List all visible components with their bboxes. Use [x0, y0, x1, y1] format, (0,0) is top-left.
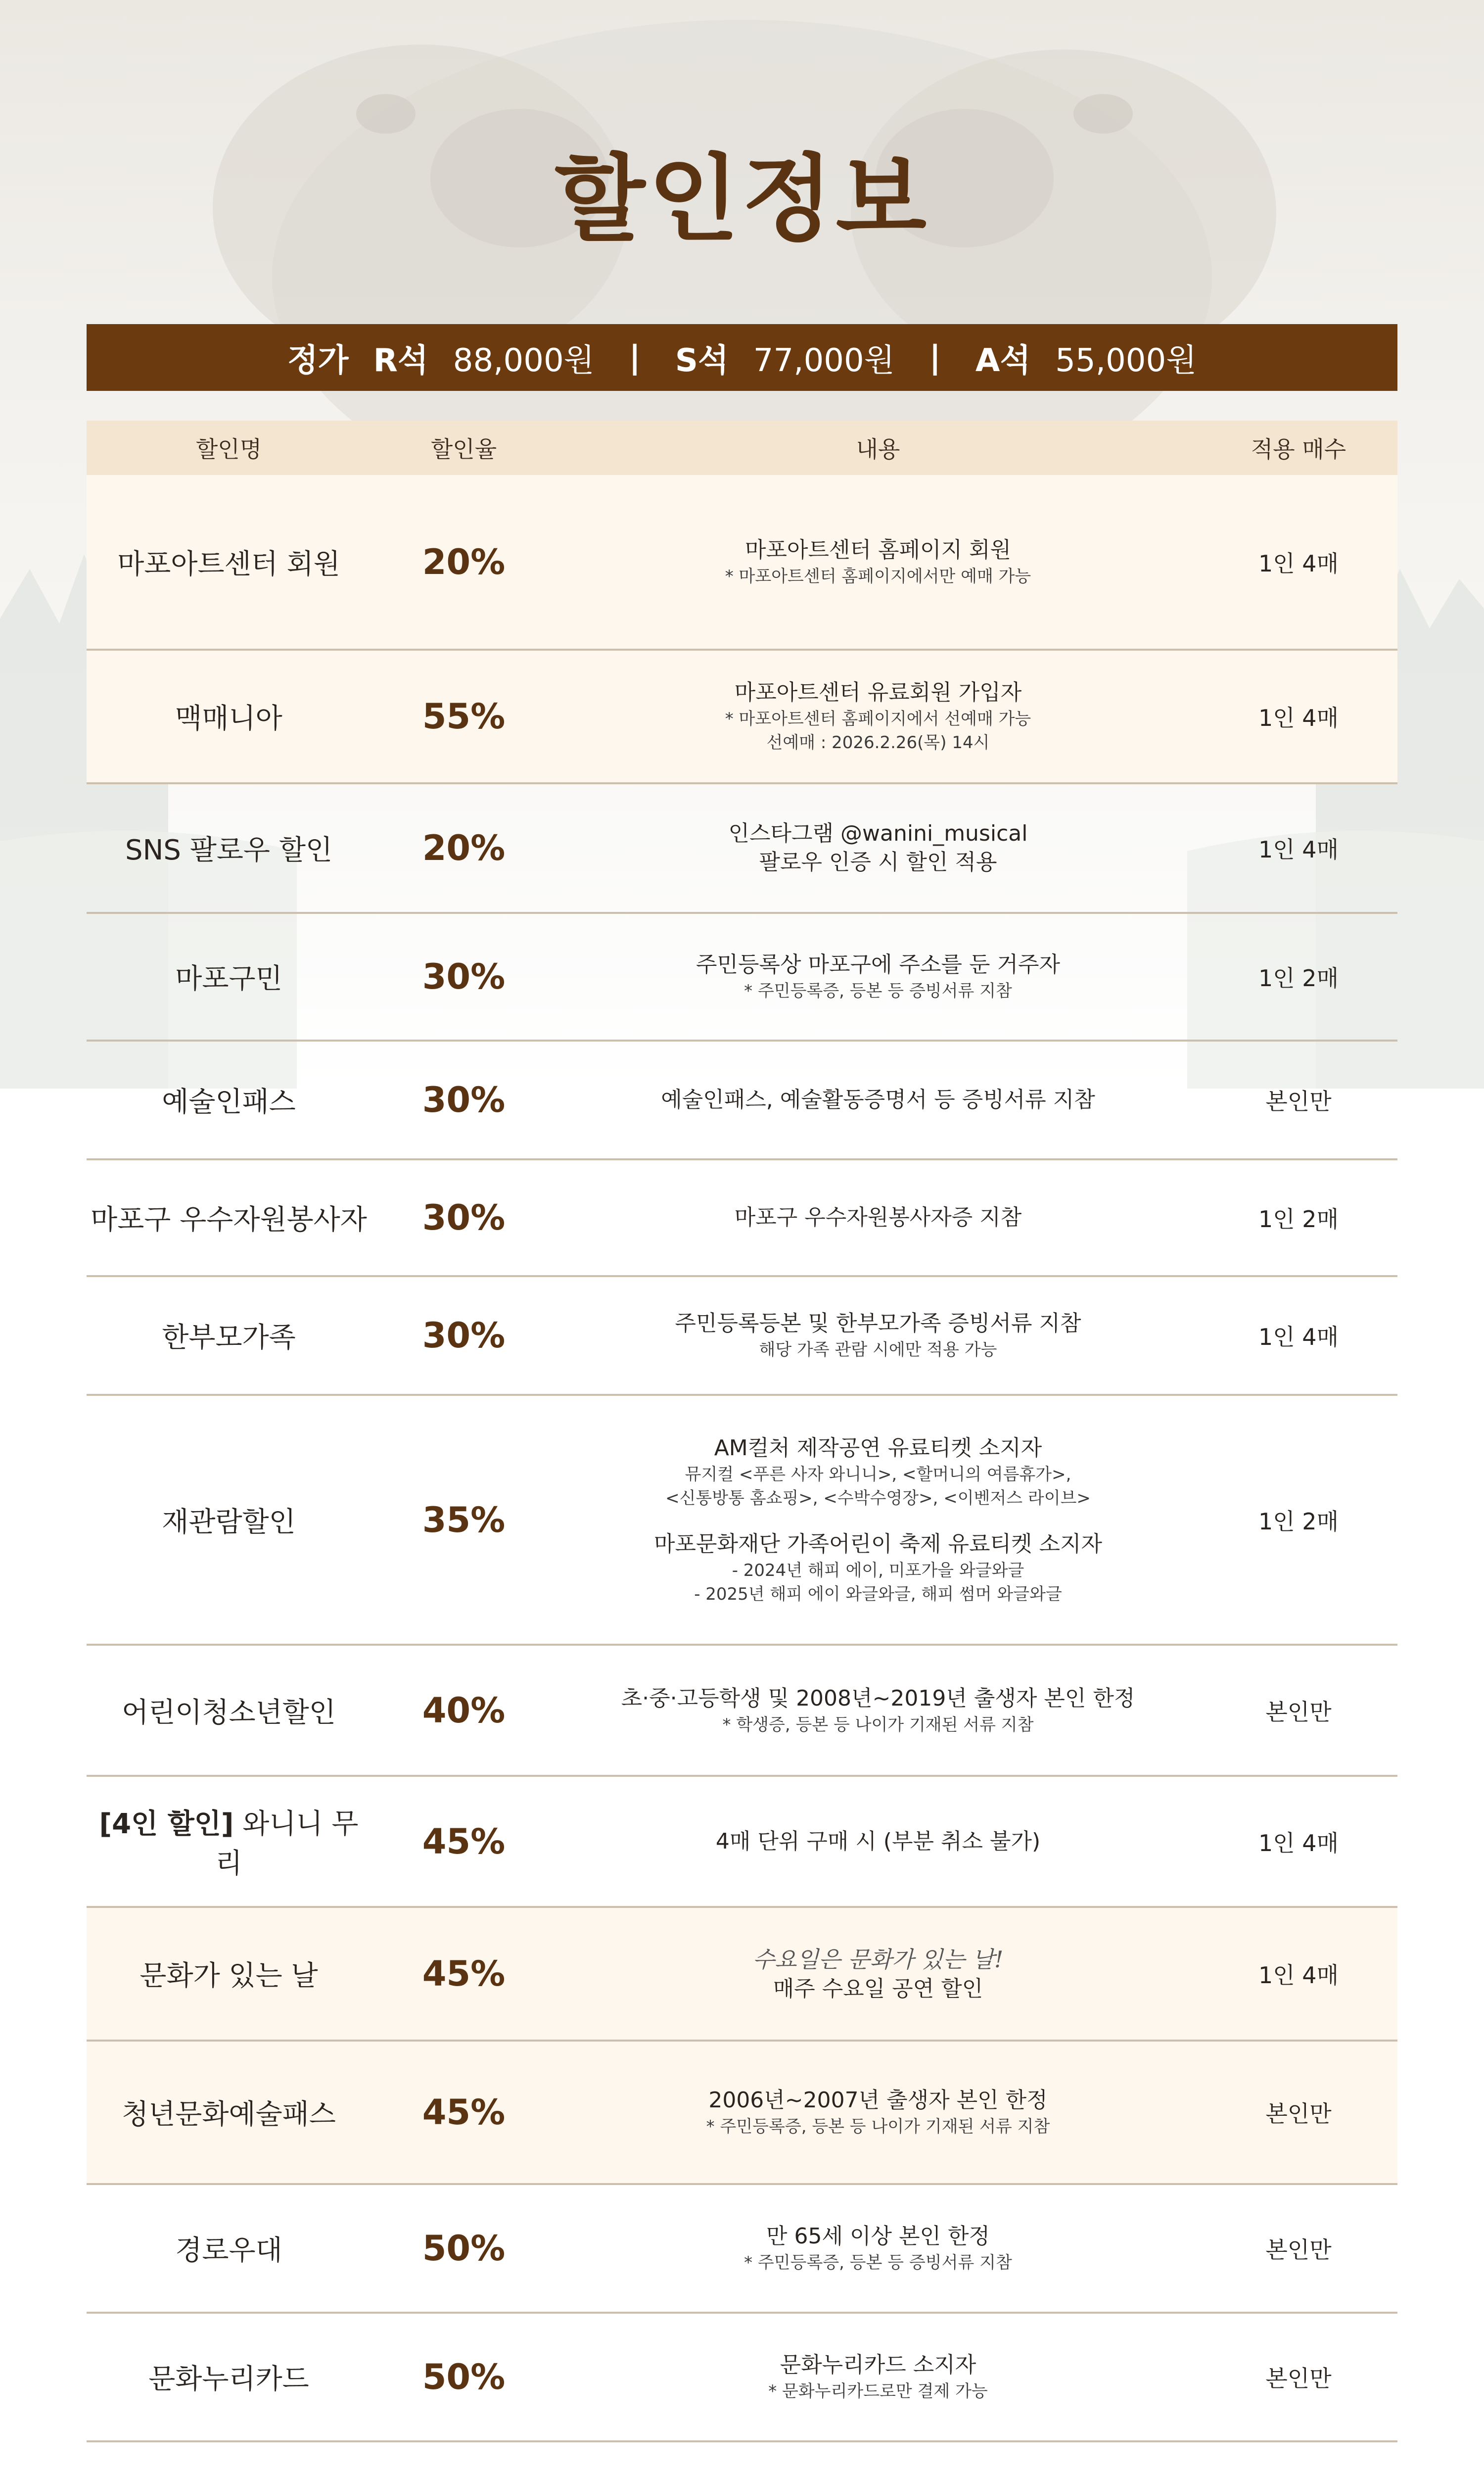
quantity: 1인 4매: [1258, 705, 1339, 731]
content-note: * 문화누리카드로만 결제 가능: [768, 2381, 988, 2401]
discount-name-rest: 와니니 무리: [215, 1808, 359, 1880]
s-seat-label: S석: [675, 342, 729, 379]
content-note: - 2024년 해피 에이, 미포가을 와글와글: [732, 1560, 1024, 1580]
content-line: 매주 수요일 공연 할인: [773, 1976, 983, 2001]
content-line: 4매 단위 구매 시 (부분 취소 불가): [715, 1828, 1041, 1854]
page-title: 할인정보: [554, 144, 930, 254]
discount-content: [556, 1944, 1200, 2003]
quantity: 1인 4매: [1258, 550, 1339, 577]
discount-name: 마포아트센터 회원: [117, 548, 340, 580]
discount-name: 문화누리카드: [148, 2363, 309, 2395]
discount-content: [556, 1086, 1200, 1114]
table-row: [87, 2185, 1397, 2314]
content-note: * 주민등록증, 등본 등 증빙서류 지참: [744, 981, 1012, 1001]
content-note: * 마포아트센터 홈페이지에서만 예매 가능: [725, 566, 1031, 586]
table-row: [87, 1042, 1397, 1160]
discount-rate: 40%: [422, 1690, 506, 1731]
content-note: * 주민등록증, 등본 등 나이가 기재된 서류 지참: [706, 2117, 1050, 2137]
quantity: 본인만: [1265, 1698, 1332, 1725]
content-line: 주민등록등본 및 한부모가족 증빙서류 지참: [675, 1311, 1081, 1336]
discount-name: 어린이청소년할인: [122, 1696, 336, 1729]
content-line: 만 65세 이상 본인 한정: [766, 2224, 990, 2249]
discount-rate: 45%: [422, 2092, 506, 2133]
discount-content: [556, 2222, 1200, 2275]
quantity: 1인 4매: [1258, 1962, 1339, 1989]
discount-content: [556, 1203, 1200, 1232]
discount-name: 마포구 우수자원봉사자: [91, 1204, 367, 1236]
content-line: 주민등록상 마포구에 주소를 둔 거주자: [696, 952, 1060, 977]
discount-name: 한부모가족: [162, 1322, 296, 1354]
a-seat-price: 55,000원: [1055, 342, 1197, 379]
content-note: 뮤지컬 <푸른 사자 와니니>, <할머니의 여름휴가>,: [685, 1464, 1071, 1484]
table-header-row: [87, 421, 1397, 475]
table-row: [87, 475, 1397, 651]
quantity: 1인 2매: [1258, 1508, 1339, 1535]
quantity: 1인 2매: [1258, 1206, 1339, 1233]
discount-rate: 30%: [422, 956, 506, 997]
discount-content: [556, 2351, 1200, 2403]
discount-content: [556, 819, 1200, 877]
discount-name: 마포구민: [175, 963, 282, 995]
quantity: 1인 4매: [1258, 836, 1339, 863]
content-line: 예술인패스, 예술활동증명서 등 증빙서류 지참: [661, 1087, 1095, 1112]
discount-rate: 30%: [422, 1197, 506, 1238]
discount-rate: 35%: [422, 1499, 506, 1540]
discount-table: [87, 421, 1397, 2474]
quantity: 1인 4매: [1258, 1829, 1339, 1856]
regular-price-bar: [87, 324, 1397, 391]
quantity: 1인 2매: [1258, 965, 1339, 992]
discount-content: [556, 536, 1200, 588]
discount-content: [556, 2086, 1200, 2139]
discount-content: [556, 951, 1200, 1003]
table-row: [87, 651, 1397, 784]
discount-name: 문화가 있는 날: [139, 1960, 318, 1992]
content-line: 인스타그램 @wanini_musical: [728, 821, 1028, 846]
content-line: 초·중·고등학생 및 2008년~2019년 출생자 본인 한정: [621, 1685, 1135, 1711]
content-note: 해당 가족 관람 시에만 적용 가능: [759, 1340, 997, 1360]
discount-rate: 20%: [422, 828, 506, 868]
quantity: 본인만: [1265, 2236, 1332, 2263]
content-line: 팔로우 인증 시 할인 적용: [759, 850, 997, 875]
discount-content: [556, 1309, 1200, 1362]
content-line: 2006년~2007년 출생자 본인 한정: [708, 2088, 1048, 2113]
discount-name: 청년문화예술패스: [122, 2098, 336, 2131]
header-content: 내용: [856, 436, 900, 463]
table-row: [87, 1160, 1397, 1277]
discount-rate: 45%: [422, 1821, 506, 1862]
table-row: [87, 2314, 1397, 2442]
discount-name: [87, 1802, 371, 1881]
content-note: * 학생증, 등본 등 나이가 기재된 서류 지참: [722, 1714, 1034, 1735]
discount-name: 재관람할인: [162, 1506, 296, 1538]
discount-name: 예술인패스: [162, 1086, 296, 1118]
table-row: [87, 914, 1397, 1042]
discount-rate: 50%: [422, 2228, 506, 2269]
discount-rate: 30%: [422, 1315, 506, 1356]
table-row: [87, 1277, 1397, 1396]
content-line: 마포아트센터 홈페이지 회원: [744, 537, 1012, 563]
discount-content: [556, 1827, 1200, 1856]
content-line: AM컬처 제작공연 유료티켓 소지자: [714, 1435, 1042, 1461]
header-quantity: 적용 매수: [1251, 436, 1346, 463]
price-separator: |: [629, 339, 641, 376]
discount-content: [556, 1434, 1200, 1606]
content-line: 마포문화재단 가족어린이 축제 유료티켓 소지자: [653, 1531, 1103, 1557]
discount-rate: 20%: [422, 541, 506, 582]
discount-name: 경로우대: [175, 2235, 282, 2267]
discount-name: SNS 팔로우 할인: [125, 834, 333, 866]
header-discount-rate: 할인율: [430, 436, 497, 463]
discount-rate: 45%: [422, 1953, 506, 1994]
a-seat-label: A석: [975, 342, 1031, 379]
discount-content: [556, 1684, 1200, 1737]
content-line: 마포아트센터 유료회원 가입자: [734, 680, 1022, 705]
discount-content: [556, 678, 1200, 755]
content-note: - 2025년 해피 에이 와글와글, 해피 썸머 와글와글: [694, 1584, 1062, 1604]
culture-day-handwritten-text: 수요일은 문화가 있는 날!: [752, 1946, 1004, 1973]
content-line: 문화누리카드 소지자: [780, 2352, 976, 2378]
table-row: [87, 2042, 1397, 2185]
regular-price-label: 정가: [287, 342, 349, 379]
r-seat-label: R석: [373, 342, 428, 379]
table-row: [87, 1646, 1397, 1777]
content-note: 선예매 : 2026.2.26(목) 14시: [766, 733, 990, 753]
discount-name-bold: [4인 할인]: [99, 1808, 234, 1840]
price-separator: |: [929, 339, 941, 376]
discount-name: 맥매니아: [175, 703, 282, 735]
content-note: * 주민등록증, 등본 등 증빙서류 지참: [744, 2253, 1012, 2273]
quantity: 본인만: [1265, 2365, 1332, 2392]
quantity: 본인만: [1265, 2100, 1332, 2127]
discount-rate: 55%: [422, 696, 506, 737]
table-row: [87, 1396, 1397, 1646]
s-seat-price: 77,000원: [753, 342, 895, 379]
content-line: 마포구 우수자원봉사자증 지참: [734, 1205, 1022, 1230]
quantity: 1인 4매: [1258, 1324, 1339, 1350]
table-row: [87, 1908, 1397, 2042]
table-row: [87, 2442, 1397, 2474]
header-discount-name: 할인명: [195, 436, 262, 463]
content-note: * 마포아트센터 홈페이지에서 선예매 가능: [725, 709, 1031, 729]
table-row: [87, 784, 1397, 914]
r-seat-price: 88,000원: [453, 342, 595, 379]
table-row: [87, 1777, 1397, 1908]
content-note: <신통방통 홈쇼핑>, <수박수영장>, <이벤저스 라이브>: [665, 1488, 1091, 1508]
quantity: 본인만: [1265, 1088, 1332, 1115]
discount-rate: 50%: [422, 2357, 506, 2397]
discount-rate: 30%: [422, 1080, 506, 1120]
